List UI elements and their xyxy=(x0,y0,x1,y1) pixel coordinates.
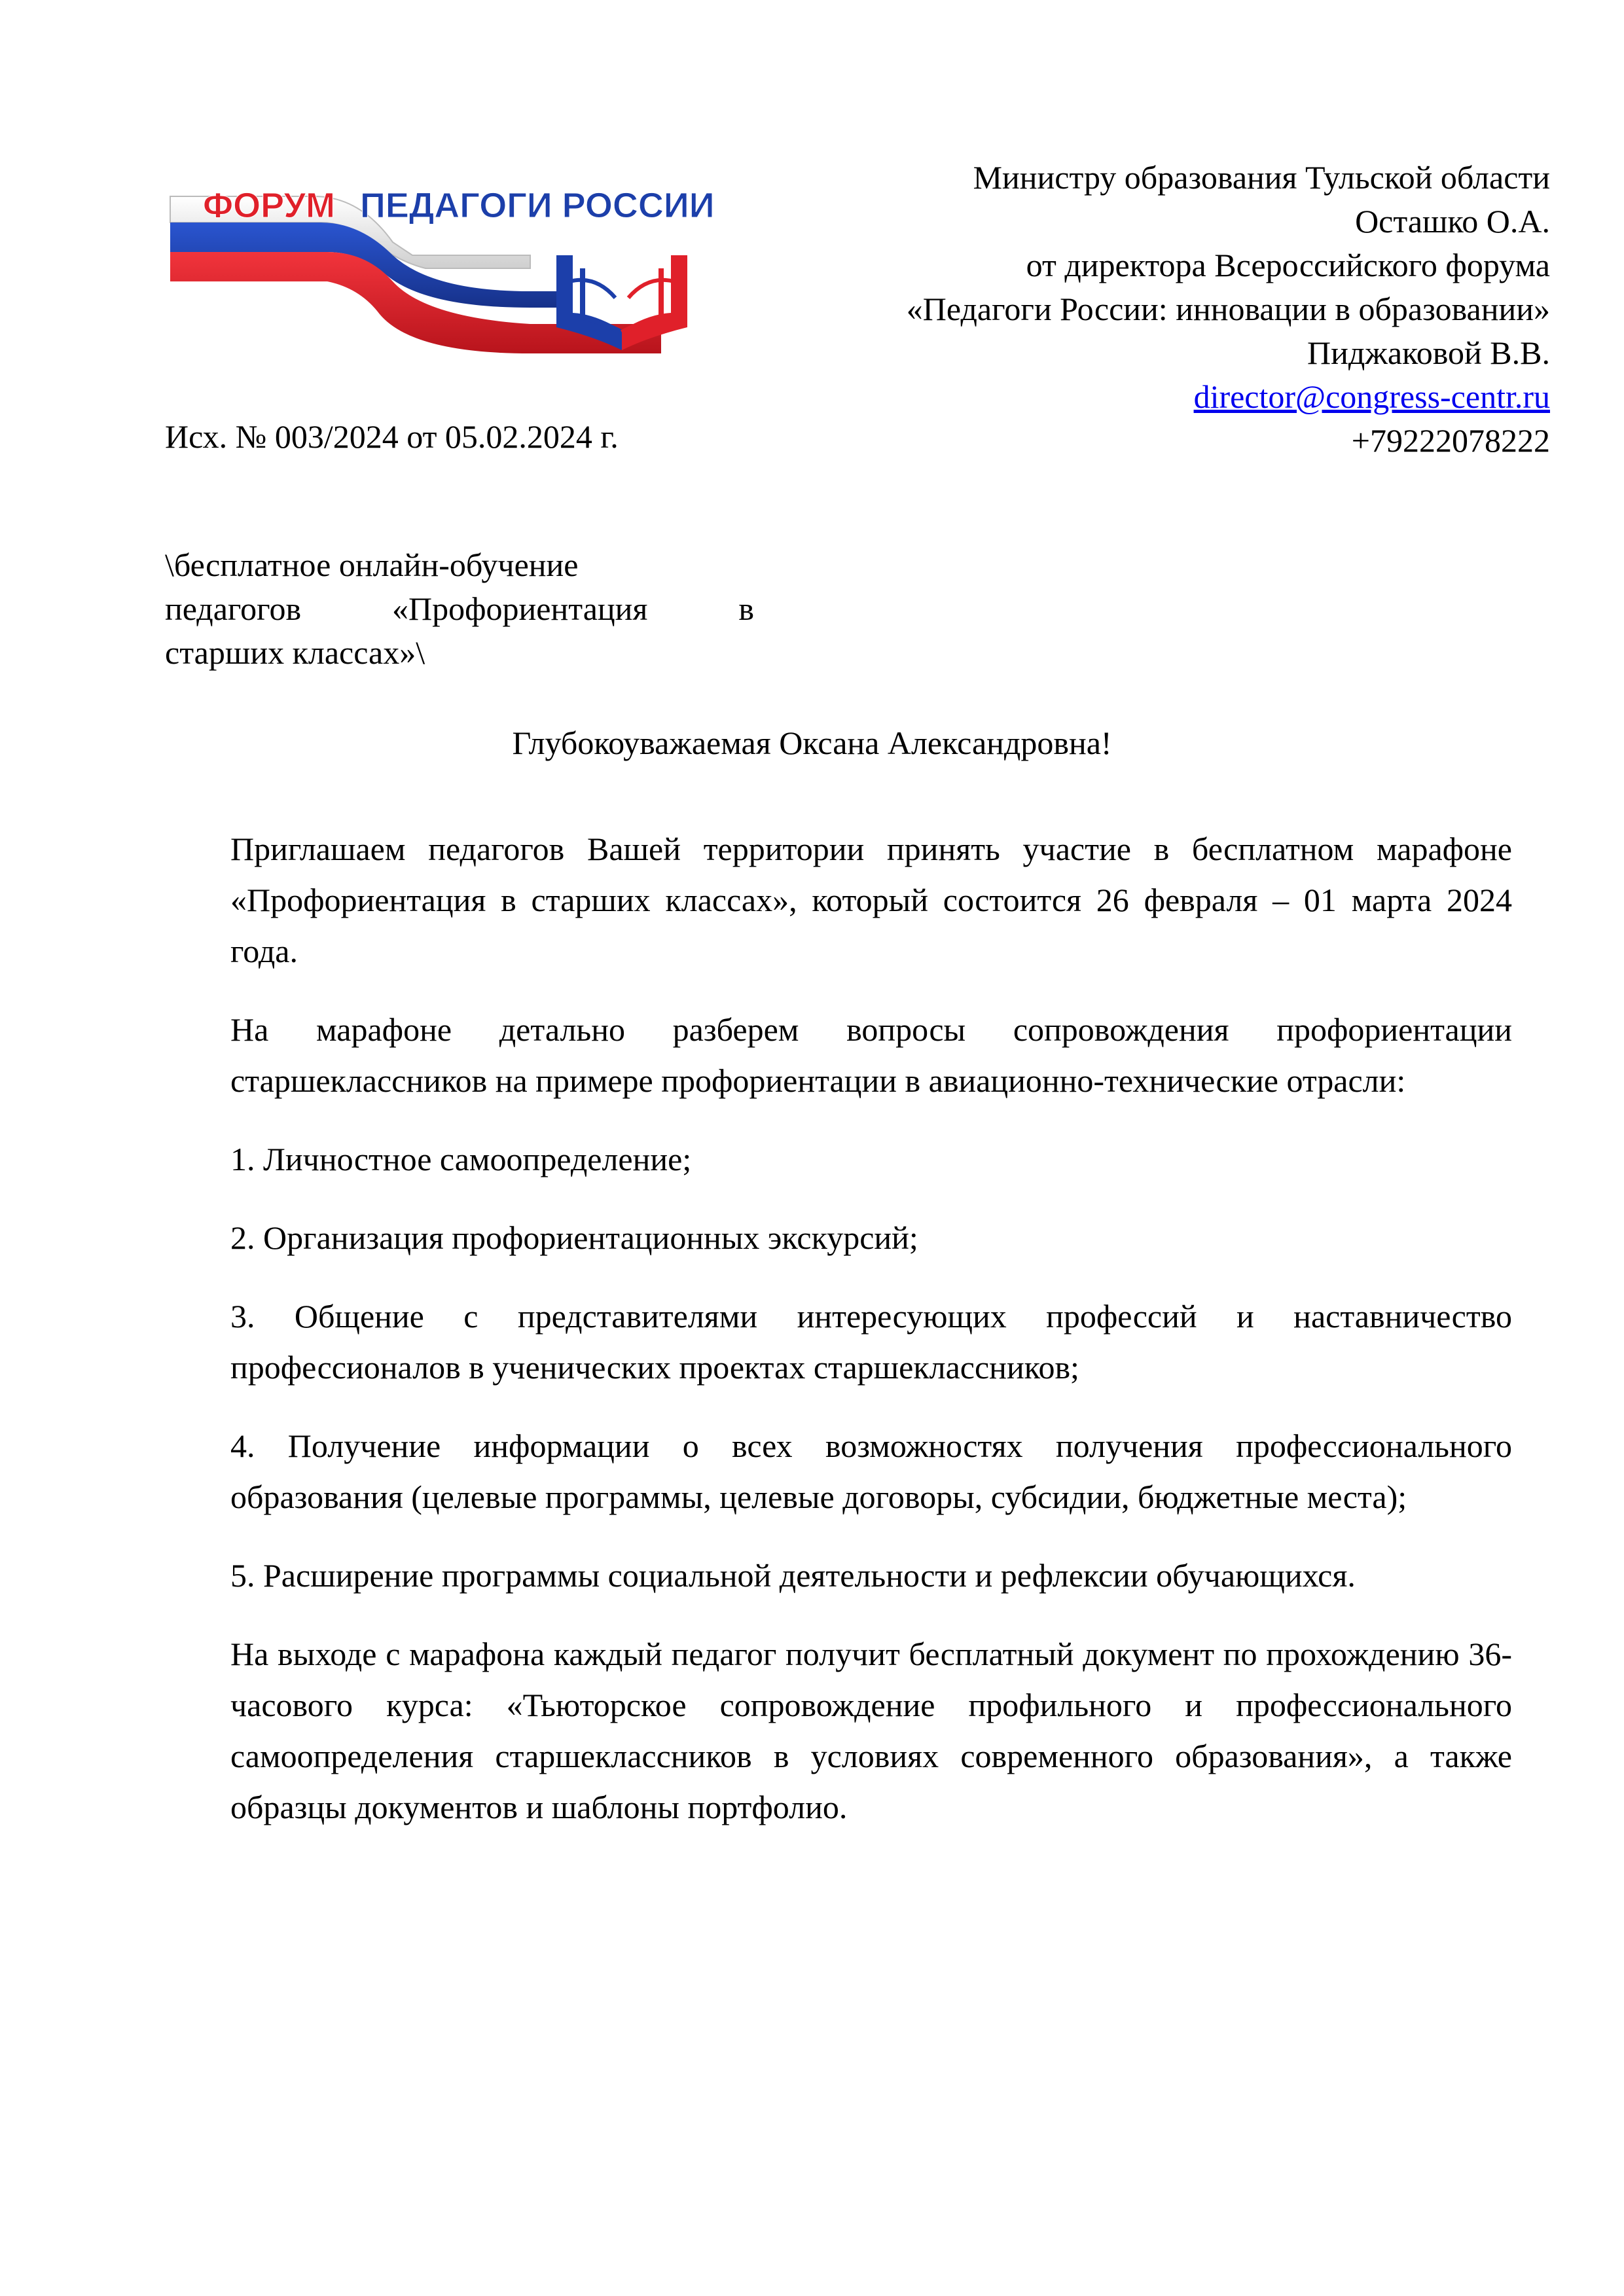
greeting: Глубокоуважаемая Оксана Александровна! xyxy=(512,725,1112,761)
subject-word: педагогов xyxy=(165,590,302,627)
subject-line-3: старших классах»\ xyxy=(165,634,425,671)
addressee-block xyxy=(634,156,1550,463)
addressee-line-3: от директора Всероссийского форума xyxy=(1026,247,1550,283)
addressee-line-4: «Педагоги России: инновации в образовании» xyxy=(906,291,1550,327)
addressee-line-5: Пиджаковой В.В. xyxy=(1307,334,1550,371)
body-paragraph: На выходе с марафона каждый педагог получит бесплатный документ по прохождению 36-часового курса: «Тьюторское сопровождение профильного и профессионального самоопределения старшеклассников в условиях современного образования», а также образцы документов и шаблоны портфолио. xyxy=(230,1636,1512,1825)
list-item: 2. Организация профориентационных экскурсий; xyxy=(230,1219,918,1256)
addressee-line-1: Министру образования Тульской области xyxy=(973,159,1550,196)
list-item: 1. Личностное самоопределение; xyxy=(230,1141,692,1177)
subject-word: «Профориентация xyxy=(392,590,648,627)
list-item: 3. Общение с представителями интересующих профессий и наставничество профессионалов в ученических проектах старшеклассников; xyxy=(230,1298,1512,1386)
subject-word: в xyxy=(738,590,754,627)
addressee-line-2: Осташко О.А. xyxy=(1355,203,1550,240)
addressee-email-row xyxy=(634,375,1550,419)
list-item: 5. Расширение программы социальной деятельности и рефлексии обучающихся. xyxy=(230,1557,1356,1594)
letter-body xyxy=(230,823,1512,1833)
subject-line-2 xyxy=(165,587,754,631)
subject-block xyxy=(165,543,754,675)
logo-word-forum: ФОРУМ xyxy=(203,186,335,225)
logo-word-pedagogi-rossii: ПЕДАГОГИ РОССИИ xyxy=(360,186,715,225)
body-paragraph: Приглашаем педагогов Вашей территории принять участие в бесплатном марафоне «Профориентация в старших классах», который состоится 26 февраля – 01 марта 2024 года. xyxy=(230,831,1512,969)
email-link[interactable]: director@congress-centr.ru xyxy=(1193,378,1550,415)
outgoing-number: Исх. № 003/2024 от 05.02.2024 г. xyxy=(165,418,619,455)
subject-line-1: \бесплатное онлайн-обучение xyxy=(165,547,579,583)
body-paragraph: На марафоне детально разберем вопросы сопровождения профориентации старшеклассников на примере профориентации в авиационно-технические отрасли: xyxy=(230,1011,1512,1099)
addressee-phone: +79222078222 xyxy=(1351,422,1550,459)
list-item: 4. Получение информации о всех возможностях получения профессионального образования (целевые программы, целевые договоры, субсидии, бюджетные места); xyxy=(230,1427,1512,1515)
